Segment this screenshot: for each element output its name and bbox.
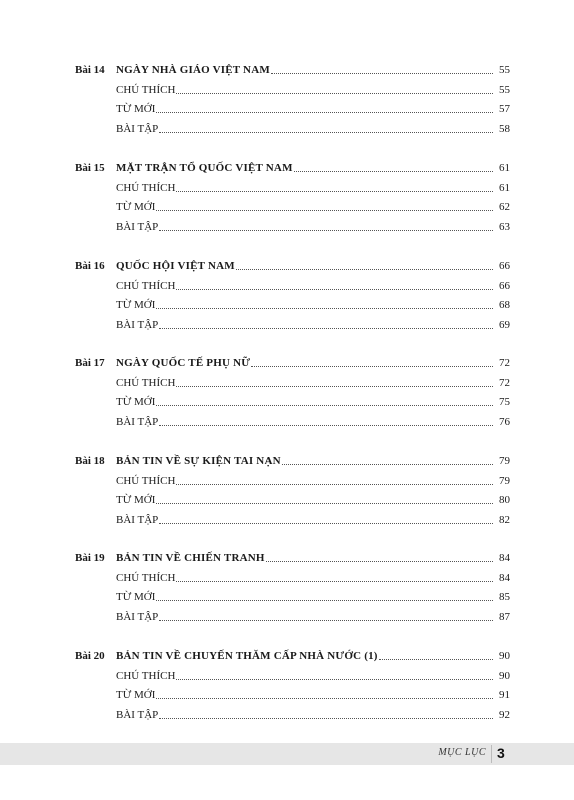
page-ref: 90	[499, 650, 510, 662]
page-ref: 55	[499, 83, 510, 96]
page-ref: 92	[499, 708, 510, 721]
lesson-number: Bài 18	[75, 455, 105, 467]
toc-subentry[interactable]	[0, 316, 574, 334]
dot-leader	[379, 659, 493, 660]
subentry-label: BÀI TẬP	[116, 318, 159, 331]
lesson-title-row[interactable]	[0, 61, 574, 79]
toc-subentry[interactable]	[0, 491, 574, 509]
subentry-label: CHÚ THÍCH	[116, 376, 176, 389]
page-ref: 87	[499, 610, 510, 623]
subentry-label: TỪ MỚI	[116, 103, 156, 115]
lesson-title-row[interactable]	[0, 452, 574, 470]
dot-leader	[176, 484, 493, 485]
page-ref: 79	[499, 455, 510, 467]
lesson-number: Bài 16	[75, 260, 105, 272]
toc-subentry[interactable]	[0, 277, 574, 295]
dot-leader	[236, 269, 493, 270]
toc-subentry[interactable]	[0, 511, 574, 529]
lesson-title-row[interactable]	[0, 354, 574, 372]
lesson-number: Bài 20	[75, 650, 105, 662]
subentry-label: TỪ MỚI	[116, 201, 156, 213]
toc-subentry[interactable]	[0, 100, 574, 118]
dot-leader	[156, 600, 493, 601]
lesson-title-row[interactable]	[0, 257, 574, 275]
dot-leader	[266, 561, 493, 562]
toc-subentry[interactable]	[0, 218, 574, 236]
subentry-label: TỪ MỚI	[116, 689, 156, 701]
page-ref: 85	[499, 591, 510, 603]
page-ref: 84	[499, 552, 510, 564]
page-ref: 91	[499, 689, 510, 701]
lesson-title: BẢN TIN VỀ CHIẾN TRANH	[116, 552, 265, 564]
dot-leader	[156, 405, 493, 406]
page-ref: 76	[499, 415, 510, 428]
subentry-label: TỪ MỚI	[116, 299, 156, 311]
toc-subentry[interactable]	[0, 706, 574, 724]
subentry-label: BÀI TẬP	[116, 122, 159, 135]
toc-subentry[interactable]	[0, 472, 574, 490]
page-ref: 66	[499, 260, 510, 272]
lesson-number: Bài 15	[75, 162, 105, 174]
lesson-title: NGÀY NHÀ GIÁO VIỆT NAM	[116, 64, 270, 76]
subentry-label: CHÚ THÍCH	[116, 571, 176, 584]
subentry-label: BÀI TẬP	[116, 708, 159, 721]
lesson-title: BẢN TIN VỀ SỰ KIỆN TAI NẠN	[116, 455, 281, 467]
lesson-title: QUỐC HỘI VIỆT NAM	[116, 260, 235, 272]
subentry-label: CHÚ THÍCH	[116, 83, 176, 96]
page-ref: 79	[499, 474, 510, 487]
page-footer	[0, 743, 574, 765]
lesson-title-row[interactable]	[0, 647, 574, 665]
dot-leader	[176, 191, 493, 192]
dot-leader	[159, 425, 493, 426]
subentry-label: TỪ MỚI	[116, 494, 156, 506]
page-ref: 58	[499, 122, 510, 135]
toc-subentry[interactable]	[0, 81, 574, 99]
page-ref: 84	[499, 571, 510, 584]
dot-leader	[176, 679, 493, 680]
toc-subentry[interactable]	[0, 296, 574, 314]
page-ref: 55	[499, 64, 510, 76]
page-ref: 69	[499, 318, 510, 331]
page-ref: 61	[499, 162, 510, 174]
page-ref: 75	[499, 396, 510, 408]
dot-leader	[176, 581, 493, 582]
dot-leader	[156, 698, 493, 699]
dot-leader	[282, 464, 493, 465]
page-ref: 80	[499, 494, 510, 506]
dot-leader	[159, 328, 493, 329]
subentry-label: BÀI TẬP	[116, 415, 159, 428]
dot-leader	[156, 503, 493, 504]
dot-leader	[156, 308, 493, 309]
dot-leader	[159, 132, 493, 133]
lesson-number: Bài 17	[75, 357, 105, 369]
footer-divider	[491, 745, 492, 763]
toc-subentry[interactable]	[0, 413, 574, 431]
subentry-label: CHÚ THÍCH	[116, 279, 176, 292]
page-ref: 72	[499, 357, 510, 369]
dot-leader	[156, 112, 493, 113]
toc-subentry[interactable]	[0, 198, 574, 216]
page-ref: 66	[499, 279, 510, 292]
page-ref: 62	[499, 201, 510, 213]
page-ref: 61	[499, 181, 510, 194]
subentry-label: BÀI TẬP	[116, 220, 159, 233]
dot-leader	[271, 73, 493, 74]
subentry-label: CHÚ THÍCH	[116, 669, 176, 682]
subentry-label: BÀI TẬP	[116, 610, 159, 623]
dot-leader	[159, 718, 493, 719]
toc-subentry[interactable]	[0, 588, 574, 606]
page-ref: 68	[499, 299, 510, 311]
page-ref: 57	[499, 103, 510, 115]
lesson-number: Bài 14	[75, 64, 105, 76]
toc-subentry[interactable]	[0, 374, 574, 392]
lesson-title-row[interactable]	[0, 159, 574, 177]
subentry-label: CHÚ THÍCH	[116, 474, 176, 487]
lesson-title: NGÀY QUỐC TẾ PHỤ NỮ	[116, 357, 251, 369]
lesson-number: Bài 19	[75, 552, 105, 564]
lesson-title: MẶT TRẬN TỔ QUỐC VIỆT NAM	[116, 162, 293, 174]
toc-subentry[interactable]	[0, 120, 574, 138]
page-ref: 82	[499, 513, 510, 526]
toc-subentry[interactable]	[0, 179, 574, 197]
toc-subentry[interactable]	[0, 569, 574, 587]
page-ref: 90	[499, 669, 510, 682]
footer-section-label: MỤC LỤC	[438, 747, 486, 758]
lesson-title-row[interactable]	[0, 549, 574, 567]
dot-leader	[159, 523, 493, 524]
lesson-title: BẢN TIN VỀ CHUYẾN THĂM CẤP NHÀ NƯỚC (1)	[116, 650, 378, 662]
subentry-label: TỪ MỚI	[116, 396, 156, 408]
page-ref: 72	[499, 376, 510, 389]
subentry-label: BÀI TẬP	[116, 513, 159, 526]
toc-subentry[interactable]	[0, 667, 574, 685]
toc-subentry[interactable]	[0, 608, 574, 626]
dot-leader	[159, 230, 493, 231]
page-ref: 63	[499, 220, 510, 233]
toc-subentry[interactable]	[0, 393, 574, 411]
toc-subentry[interactable]	[0, 686, 574, 704]
subentry-label: TỪ MỚI	[116, 591, 156, 603]
page-number: 3	[497, 745, 505, 761]
dot-leader	[176, 386, 493, 387]
dot-leader	[159, 620, 493, 621]
dot-leader	[176, 289, 493, 290]
dot-leader	[251, 366, 493, 367]
dot-leader	[294, 171, 493, 172]
subentry-label: CHÚ THÍCH	[116, 181, 176, 194]
dot-leader	[156, 210, 493, 211]
dot-leader	[176, 93, 493, 94]
